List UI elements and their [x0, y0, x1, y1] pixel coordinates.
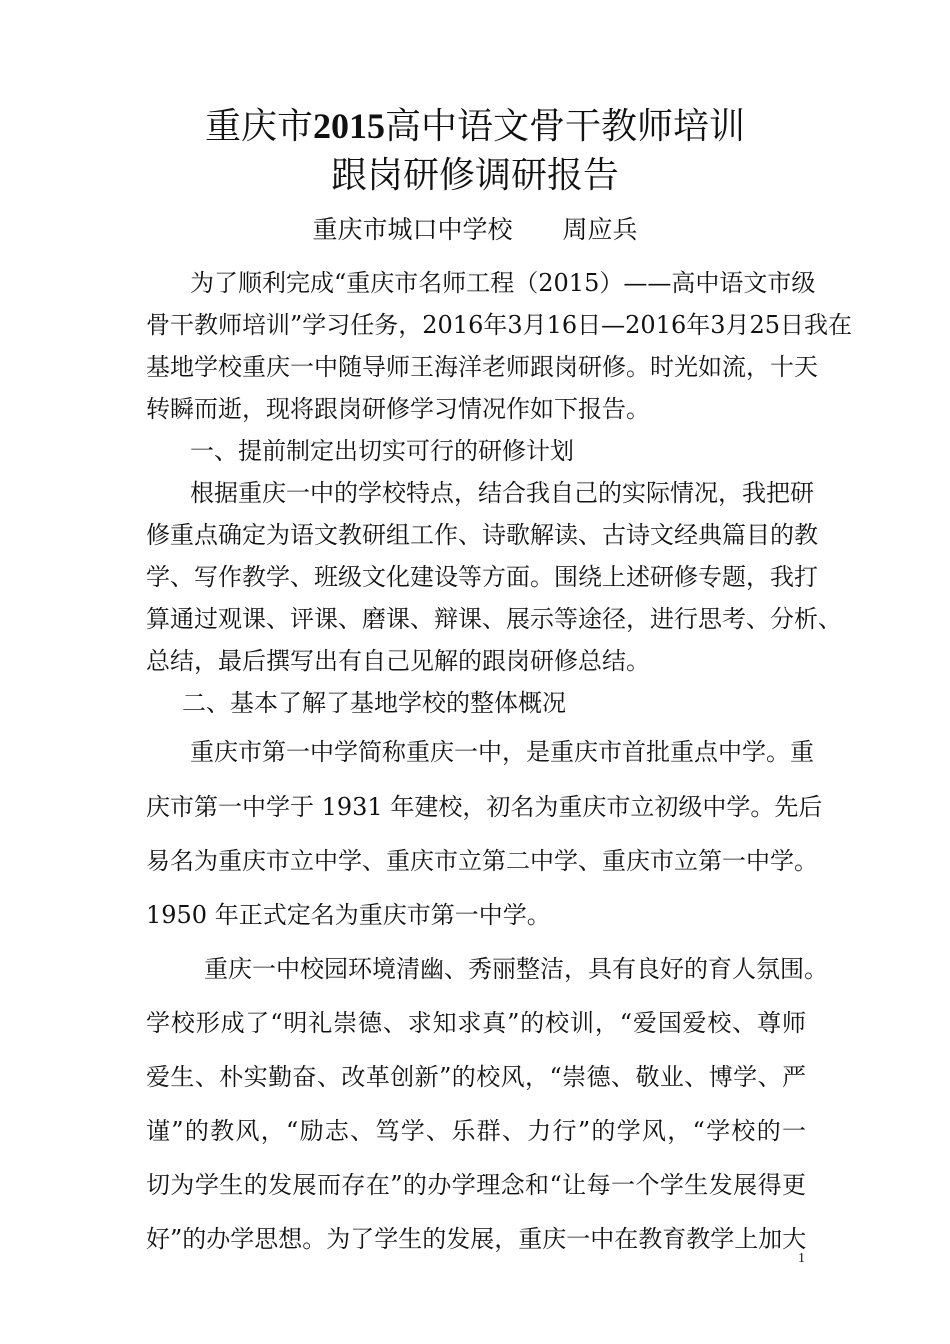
body-line: 重庆市第一中学简称重庆一中，是重庆市首批重点中学。重: [190, 738, 814, 766]
report-title-line-1: [0, 104, 950, 149]
body-line: 算通过观课、评课、磨课、辩课、展示等途径，进行思考、分析、: [146, 605, 842, 633]
body-line: 谨”的教风，“励志、笃学、乐群、力行”的学风，“学校的一: [146, 1117, 806, 1145]
page-number: 1: [798, 1251, 805, 1266]
body-line: 学校形成了“明礼崇德、求知求真”的校训，“爱国爱校、尊师: [146, 1009, 806, 1037]
body-line: 重庆一中校园环境清幽、秀丽整洁，具有良好的育人氛围。: [204, 955, 828, 983]
body-line: 总结，最后撰写出有自己见解的跟岗研修总结。: [146, 647, 650, 675]
title-suffix: 高中语文骨干教师培训: [385, 106, 746, 147]
title-prefix: 重庆市: [204, 106, 313, 147]
body-line: 基地学校重庆一中随导师王海洋老师跟岗研修。时光如流，十天: [146, 353, 818, 381]
body-line: 好”的办学思想。为了学生的发展，重庆一中在教育教学上加大: [146, 1225, 807, 1253]
author-name: 周应兵: [562, 215, 638, 244]
body-line: 根据重庆一中的学校特点，结合我自己的实际情况，我把研: [190, 479, 814, 507]
body-line: 学、写作教学、班级文化建设等方面。围绕上述研修专题，我打: [146, 563, 818, 591]
section-heading-2: 二、基本了解了基地学校的整体概况: [182, 689, 566, 717]
body-line: 骨干教师培训”学习任务，2016年3月16日—2016年3月25日我在: [146, 311, 853, 339]
body-line: 修重点确定为语文教研组工作、诗歌解读、古诗文经典篇目的教: [146, 521, 818, 549]
section-heading-1: 一、提前制定出切实可行的研修计划: [190, 437, 574, 465]
body-line: 切为学生的发展而存在”的办学理念和“让每一个学生发展得更: [146, 1171, 806, 1199]
body-line: 易名为重庆市立中学、重庆市立第二中学、重庆市立第一中学。: [146, 847, 818, 875]
author-line: [0, 213, 950, 247]
title-year: 2015: [313, 106, 385, 146]
body-line: 为了顺利完成“重庆市名师工程（2015）——高中语文市级: [190, 269, 816, 297]
body-line: 爱生、朴实勤奋、改革创新”的校风，“崇德、敬业、博学、严: [146, 1063, 806, 1091]
body-line: 庆市第一中学于 1931 年建校，初名为重庆市立初级中学。先后: [146, 793, 823, 821]
report-title-line-2: 跟岗研修调研报告: [330, 155, 619, 196]
body-line: 1950 年正式定名为重庆市第一中学。: [146, 901, 551, 929]
author-school: 重庆市城口中学校: [312, 215, 513, 244]
body-line: 转瞬而逝，现将跟岗研修学习情况作如下报告。: [146, 395, 650, 423]
